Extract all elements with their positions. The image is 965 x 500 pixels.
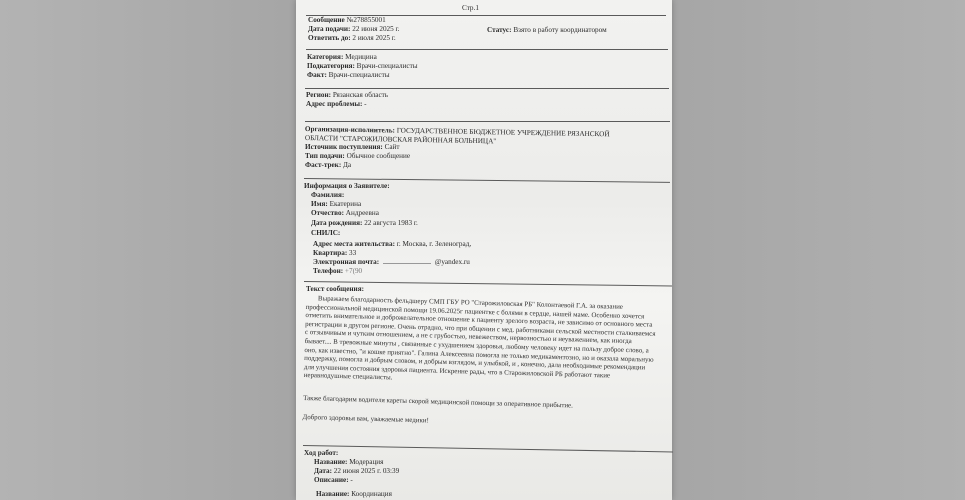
first-name-value: Екатерина: [329, 200, 362, 208]
region-row: [306, 91, 388, 100]
step1-date-value: 22 июня 2025 г. 03:39: [333, 467, 400, 475]
divider: [305, 121, 670, 122]
message-title: [308, 16, 386, 25]
subcategory-label: Подкатегория:: [307, 62, 355, 70]
answer-date-row: [308, 34, 396, 43]
applicant-section-title: Информация о Заявителе:: [304, 182, 390, 190]
message-text-label: Текст сообщения:: [306, 285, 364, 293]
phone-row: [313, 267, 362, 276]
problem-address-value: -: [364, 100, 367, 108]
fact-row: [307, 71, 390, 80]
message-body: [302, 295, 658, 436]
redacted-mark: [383, 263, 431, 264]
message-number: №278855001: [346, 16, 386, 24]
problem-address-row: [306, 100, 367, 109]
progress-label: Ход работ:: [304, 449, 339, 457]
flat-label: Квартира:: [313, 249, 348, 257]
patronymic-label: Отчество:: [311, 209, 344, 217]
region-label: Регион:: [306, 91, 332, 99]
first-name-row: [311, 200, 361, 209]
submit-date-label: Дата подачи:: [308, 25, 351, 33]
residence-value: г. Москва, г. Зеленоград,: [396, 240, 472, 248]
patronymic-value: Андреевна: [345, 209, 379, 217]
phone-label: Телефон:: [313, 267, 344, 275]
message-label: Сообщение: [308, 16, 345, 24]
answer-date-label: Ответить до:: [308, 34, 351, 42]
page-number: Стр.1: [462, 4, 479, 12]
patronymic-row: [311, 209, 379, 218]
flat-row: [313, 249, 356, 258]
submit-date-value: 22 июня 2025 г.: [352, 25, 400, 33]
birth-date-row: [311, 219, 418, 228]
email-label: Электронная почта:: [313, 258, 380, 266]
organization-label: Организация-исполнитель:: [304, 125, 396, 135]
status-value: Взято в работу координатором: [513, 26, 607, 34]
residence-label: Адрес места жительства:: [313, 240, 395, 248]
organization-line-2: ОБЛАСТИ "СТАРОЖИЛОВСКАЯ РАЙОННАЯ БОЛЬНИЦА": [304, 134, 497, 146]
snils-label: СНИЛС:: [311, 229, 341, 237]
fast-track-label: Фаст-трек:: [305, 161, 342, 169]
step1-desc-row: [314, 476, 353, 485]
submit-type-row: [305, 152, 410, 161]
fast-track-row: [305, 161, 351, 170]
step1-desc-label: Описание:: [314, 476, 349, 484]
email-value: @yandex.ru: [434, 258, 470, 266]
message-paragraph-1: Выражаем благодарность фельдшеру СМП ГБУ РО "Старожиловская РБ" Колонтаевой Г.А. за оказание профессиональной медицинской помощи 19.06.2025г пациентке с болями в сердце, нашей маме. Особенно хочется отметить внимательное и доброжелательное отношение к пациенту зрелого возраста, не зависимо от основного места регистрации в другом регионе. Очень отрадно, что при общении с мед. работниками сельской местности сталкиваемся с отзывчивым и чутким отношением, а не с грубостью, невежеством, нервозностью и неуважением, как иногда бывает.... В тревожные минуты , связанные с ухудшением здоровья, любому человеку идет на пользу доброе слово, а оно, как известно, "и кошке приятно". Галина Алексеевна помогла не только медикаментозно, но и оказала моральную поддержку, помогла и добрым словом, и добрым взглядом, и улыбкой, и , конечно, дала необходимые рекомендации для улучшения состояния здоровья пациента. Искренне рады, что в Старожиловской РБ работают такие неравнодушные специалисты.: [303, 295, 656, 382]
message-paragraph-2: Также благодарим водителя кареты скорой медицинской помощи за оперативное прибытие.: [303, 394, 573, 410]
step1-date-row: [314, 467, 399, 476]
status-row: [487, 26, 607, 35]
divider: [305, 88, 669, 89]
submit-date-row: [308, 25, 399, 34]
flat-value: 33: [349, 249, 357, 257]
residence-row: [313, 240, 471, 249]
surname-label: Фамилия:: [311, 191, 345, 199]
category-row: [307, 53, 377, 62]
fact-value: Врачи-специалисты: [328, 71, 390, 79]
source-row: [305, 143, 400, 152]
region-value: Рязанская область: [332, 91, 389, 99]
step2-name-value: Координация: [351, 490, 392, 498]
step2-name-label: Название:: [316, 490, 350, 498]
category-label: Категория:: [307, 53, 344, 61]
fast-track-value: Да: [343, 161, 352, 169]
status-label: Статус:: [487, 26, 512, 34]
source-label: Источник поступления:: [305, 143, 383, 151]
answer-date-value: 2 июля 2025 г.: [352, 34, 396, 42]
organization-line-1: ГОСУДАРСТВЕННОЕ БЮДЖЕТНОЕ УЧРЕЖДЕНИЕ РЯЗАНСКОЙ: [396, 126, 610, 139]
step1-name-row: [314, 458, 383, 467]
subcategory-row: [307, 62, 418, 71]
source-value: Сайт: [384, 143, 400, 151]
step1-date-label: Дата:: [314, 467, 332, 475]
step2-name-row: [316, 490, 392, 499]
submit-type-value: Обычное сообщение: [346, 152, 411, 160]
category-value: Медицина: [345, 53, 377, 61]
submit-type-label: Тип подачи:: [305, 152, 345, 160]
fact-label: Факт:: [307, 71, 327, 79]
step1-name-value: Модерация: [349, 458, 384, 466]
birth-date-value: 22 августа 1983 г.: [364, 219, 418, 227]
message-paragraph-3: Доброго здоровья вам, уважаемые медики!: [302, 413, 429, 425]
birth-date-label: Дата рождения:: [311, 219, 363, 227]
problem-address-label: Адрес проблемы:: [306, 100, 363, 108]
step1-desc-value: -: [350, 476, 353, 484]
subcategory-value: Врачи-специалисты: [356, 62, 418, 70]
step1-name-label: Название:: [314, 458, 348, 466]
divider: [306, 49, 668, 50]
email-row: [313, 258, 470, 267]
phone-value: +7(90: [344, 267, 363, 275]
first-name-label: Имя:: [311, 200, 328, 208]
